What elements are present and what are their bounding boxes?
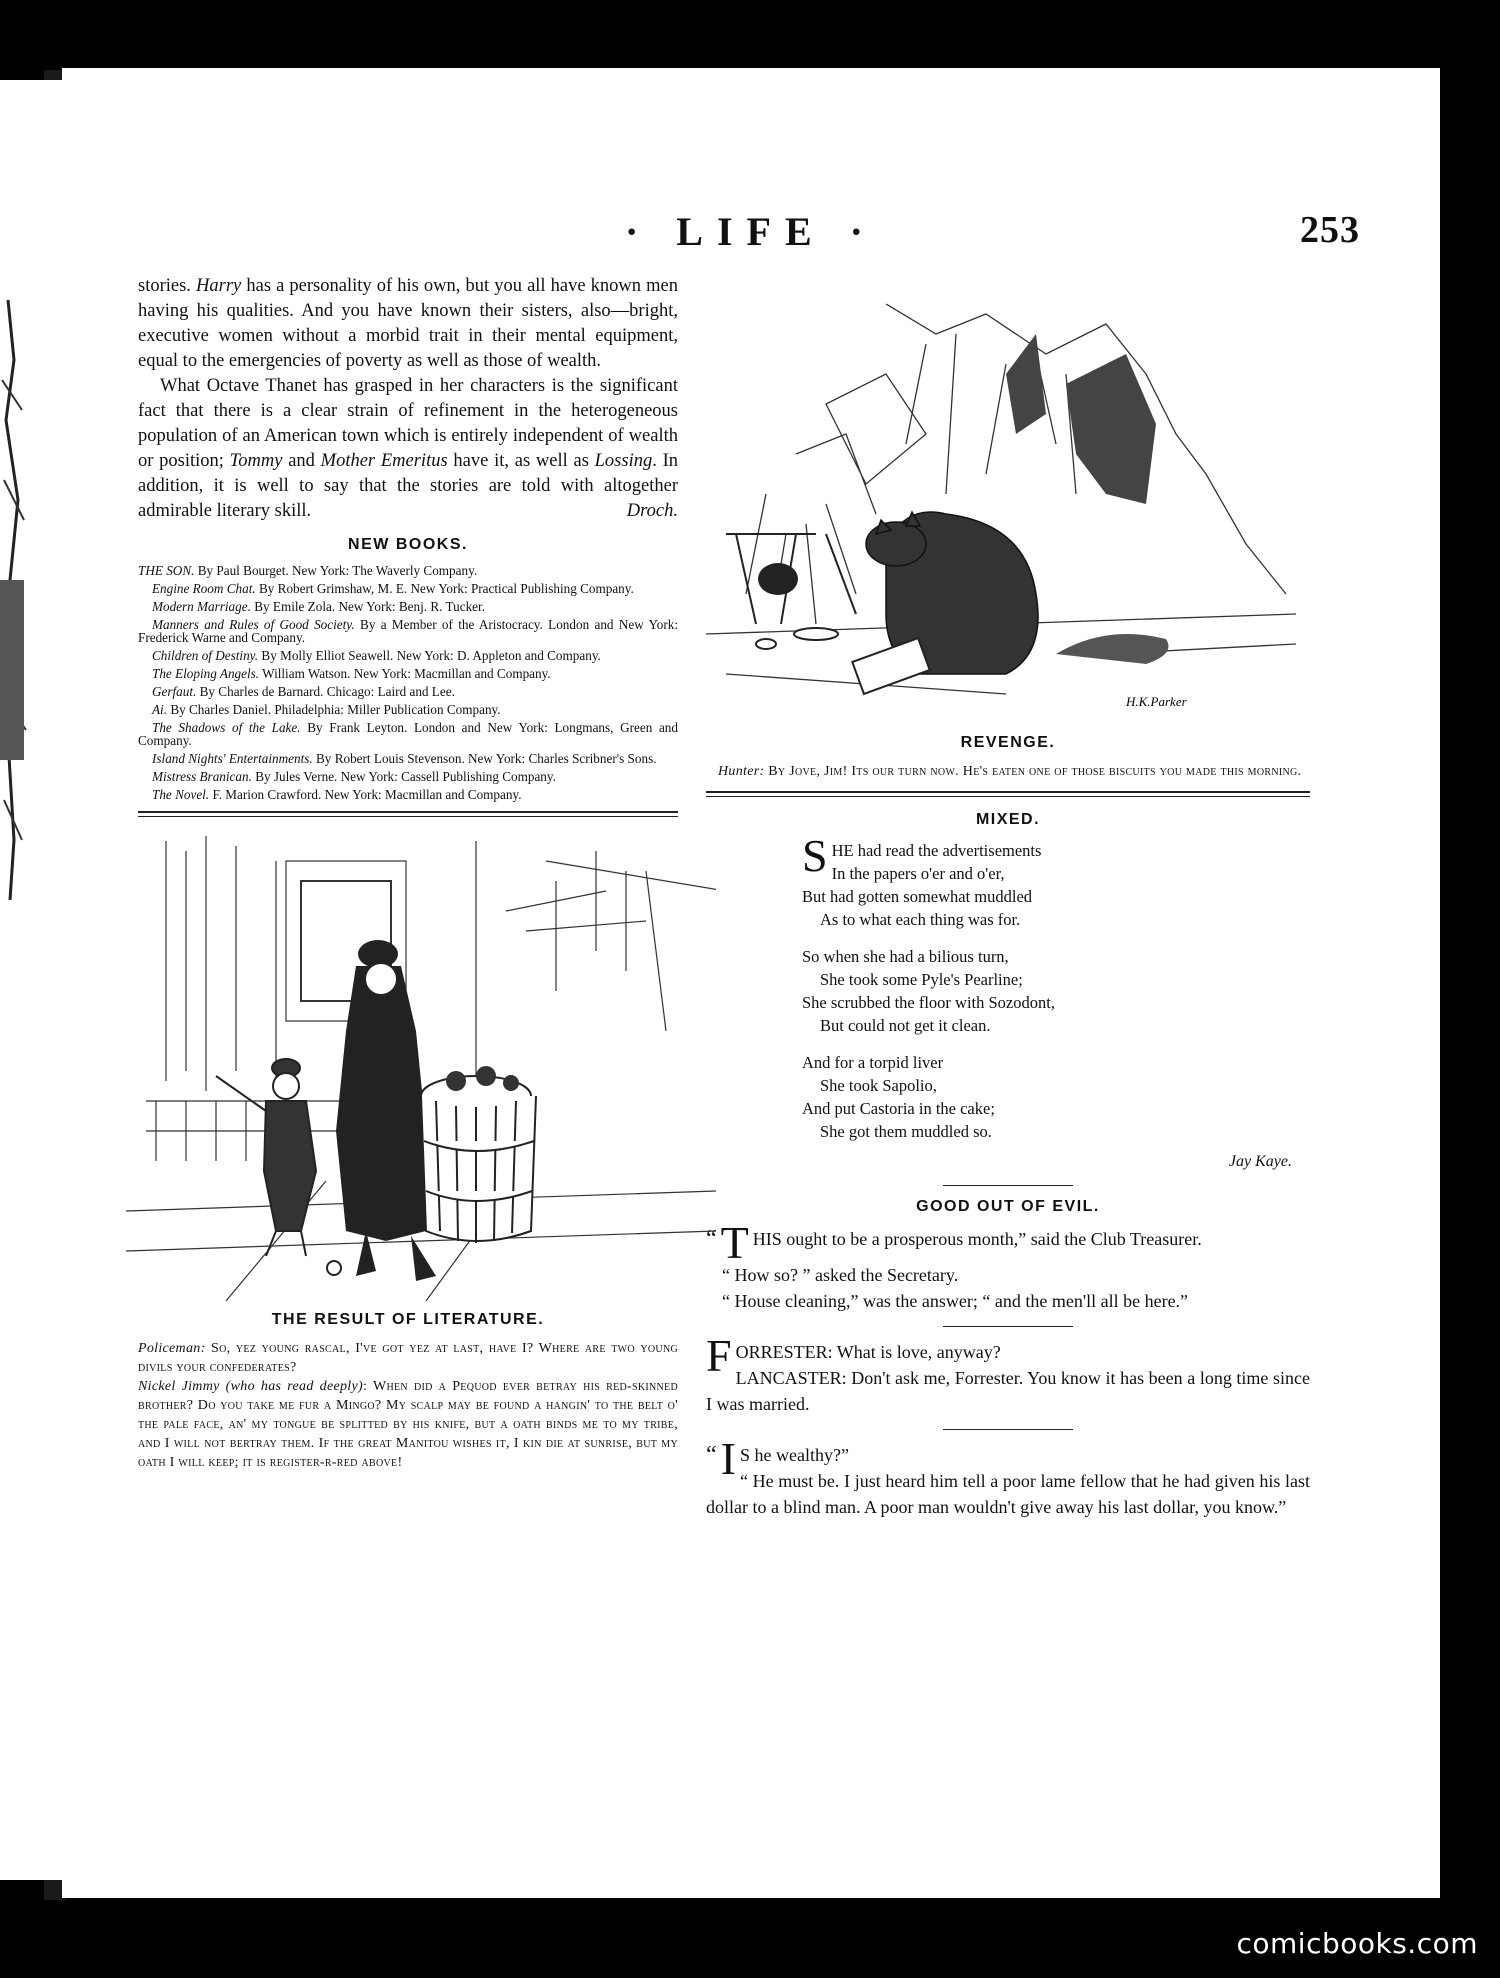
review-emphasis: Tommy: [229, 451, 283, 471]
poem-line: So when she had a bilious turn,: [802, 947, 1009, 966]
book-details: By Paul Bourget. New York: The Waverly Company.: [194, 563, 478, 578]
book-entry: [138, 770, 678, 783]
book-details: By Robert Louis Stevenson. New York: Charles Scribner's Sons.: [312, 751, 657, 766]
book-details: By Jules Verne. New York: Cassell Publishing Company.: [251, 769, 556, 784]
book-details: By Robert Grimshaw, M. E. New York: Practical Publishing Company.: [255, 581, 634, 596]
caption-speaker: Policeman:: [138, 1341, 206, 1356]
drop-cap: S: [802, 830, 828, 881]
revenge-caption: [718, 762, 1310, 781]
page-number: 253: [1300, 209, 1360, 251]
poem-author: Jay Kaye.: [1228, 1153, 1292, 1170]
prose-paragraph: [706, 1217, 1310, 1268]
poem-stanza: [802, 945, 1310, 1037]
drop-cap: T: [720, 1217, 749, 1268]
literature-heading: THE RESULT OF LITERATURE.: [271, 1311, 545, 1328]
book-title: The Novel.: [152, 787, 210, 802]
prose-text: “ He must be. I just heard him tell a poor lame fellow that he had given his last dollar to a blind man. A poor man wouldn't give away his last dollar, you know.”: [706, 1471, 1310, 1517]
mixed-poem: [802, 830, 1310, 1143]
drop-cap: I: [720, 1433, 736, 1484]
review-paragraph-1: [138, 274, 678, 374]
book-entry: [138, 685, 678, 698]
book-entry: [138, 618, 678, 644]
prose-text: S he wealthy?”: [739, 1445, 849, 1465]
review-text: have it, as well as: [447, 451, 595, 471]
review-text: has a personality of his own, but you all have known men having his qualities. And you have known their sisters, also—bright, executive women without a morbid trait in their mental equipment, equal to the emergencies of poverty as well as those of wealth.: [138, 276, 678, 371]
poem-line: She took some Pyle's Pearline;: [820, 970, 1023, 989]
dialogue-text: Don't ask me, Forrester. You know it has been a long time since I was married.: [706, 1368, 1310, 1414]
prose-paragraph: [706, 1330, 1310, 1417]
site-watermark: comicbooks.com: [1236, 1927, 1478, 1960]
book-entry: [138, 649, 678, 662]
facing-page-illustration-fragment: [0, 280, 40, 920]
forrester-text: [706, 1330, 1310, 1417]
book-entry: [138, 667, 678, 680]
caption-stage-direction: (who has read deeply): [219, 1379, 363, 1394]
review-emphasis: Lossing: [594, 451, 653, 471]
book-title: The Eloping Angels.: [152, 666, 260, 681]
poem-line: In the papers o'er and o'er,: [831, 864, 1005, 883]
section-divider: [138, 811, 678, 817]
drop-cap: F: [706, 1330, 732, 1381]
mixed-heading: MIXED.: [975, 811, 1041, 828]
review-emphasis: Harry: [196, 276, 242, 296]
book-details: By Frank Leyton. London and New York: Longmans, Green and Company.: [138, 720, 678, 748]
facing-page-edge: [0, 80, 62, 1880]
section-divider: [706, 791, 1310, 797]
prose-paragraph: “ House cleaning,” was the answer; “ and the men'll all be here.”: [722, 1291, 1189, 1311]
policeman-cartoon-illustration: [126, 831, 716, 1301]
book-entry: [138, 752, 678, 765]
bear-cartoon-illustration: [706, 294, 1296, 724]
book-title: The Shadows of the Lake.: [152, 720, 301, 735]
book-entry: [138, 703, 678, 716]
book-title: Manners and Rules of Good Society.: [152, 617, 355, 632]
book-entry: [138, 721, 678, 747]
poem-line: But could not get it clean.: [820, 1016, 991, 1035]
revenge-heading: REVENGE.: [960, 734, 1056, 751]
review-emphasis: Mother Emeritus: [320, 451, 448, 471]
book-details: By Molly Elliot Seawell. New York: D. Appleton and Company.: [258, 648, 601, 663]
book-title: Modern Marriage.: [152, 599, 251, 614]
literature-caption: [138, 1339, 678, 1472]
book-title: Children of Destiny.: [152, 648, 259, 663]
book-details: F. Marion Crawford. New York: Macmillan and Company.: [209, 787, 522, 802]
book-title: Gerfaut.: [152, 684, 197, 699]
book-entry: [138, 582, 678, 595]
book-title: THE SON.: [138, 563, 195, 578]
caption-text: So, yez young rascal, I've got yez at last, have I? Where are two young divils your confederates?: [138, 1341, 678, 1375]
poem-line: As to what each thing was for.: [820, 910, 1021, 929]
poem-line: And for a torpid liver: [802, 1053, 944, 1072]
magazine-page: [62, 68, 1440, 1898]
book-title: Island Nights' Entertainments.: [152, 751, 313, 766]
book-details: William Watson. New York: Macmillan and Company.: [259, 666, 551, 681]
poem-line: And put Castoria in the cake;: [802, 1099, 995, 1118]
book-title: Ai.: [152, 702, 168, 717]
poem-stanza: [802, 830, 1310, 931]
review-paragraph-2: [138, 374, 678, 524]
short-divider: [943, 1429, 1073, 1430]
masthead: · LIFE ·: [624, 209, 878, 254]
review-text: stories.: [138, 276, 197, 296]
book-entry: [138, 600, 678, 613]
poem-line: She took Sapolio,: [820, 1076, 937, 1095]
poem-line: She scrubbed the floor with Sozodont,: [802, 993, 1055, 1012]
review-signature: Droch.: [626, 501, 678, 521]
poem-stanza: [802, 1051, 1310, 1143]
prose-paragraph: [706, 1433, 1310, 1520]
poem-line: But had gotten somewhat muddled: [802, 887, 1033, 906]
caption-text: By Jove, Jim! Its our turn now. He's eaten one of those biscuits you made this morning.: [764, 764, 1302, 779]
book-entry: [138, 564, 678, 577]
review-text: . In addition, it is well to say that the stories are told with altogether admirable literary skill.: [138, 451, 678, 521]
book-details: By Charles de Barnard. Chicago: Laird and Lee.: [196, 684, 455, 699]
good-out-of-evil-text: [706, 1217, 1310, 1314]
good-out-of-evil-heading: GOOD OUT OF EVIL.: [916, 1198, 1100, 1215]
book-details: By Emile Zola. New York: Benj. R. Tucker.: [250, 599, 485, 614]
review-text: and: [282, 451, 321, 471]
opening-quote: “: [706, 1226, 717, 1252]
book-details: By Charles Daniel. Philadelphia: Miller Publication Company.: [167, 702, 501, 717]
poem-line: HE had read the advertisements: [831, 841, 1042, 860]
new-books-heading: NEW BOOKS.: [348, 536, 468, 553]
dialogue-text: What is love, anyway?: [832, 1342, 1001, 1362]
opening-quote: “: [706, 1442, 717, 1468]
book-title: Mistress Branican.: [152, 769, 252, 784]
caption-text: : When did a Pequod ever betray his red-skinned brother? Do you take me fur a Mingo? My scalp may be found a hangin' to the belt o' the pale face, an' my tongue be splitted by his knife, but a oath binds me to my tribe, and I will not bertray them. If the great Manitou wishes it, I kin die at sunrise, but my oath I will keep; it is register-r-red above!: [138, 1379, 678, 1470]
wealthy-text: [706, 1433, 1310, 1520]
artist-signature: H.K.Parker: [1126, 694, 1187, 709]
dialogue-speaker: LANCASTER:: [735, 1368, 847, 1388]
prose-text: HIS ought to be a prosperous month,” said the Club Treasurer.: [752, 1229, 1202, 1249]
short-divider: [943, 1326, 1073, 1327]
short-divider: [943, 1185, 1073, 1186]
book-entry: [138, 788, 678, 801]
prose-paragraph: “ How so? ” asked the Secretary.: [722, 1265, 959, 1285]
dialogue-speaker: ORRESTER:: [735, 1342, 833, 1362]
review-text: What Octave Thanet has grasped in her characters is the significant fact that there is a clear strain of refinement in the heterogeneous population of an American town which is entirely independent of wealth or position;: [138, 376, 678, 471]
new-books-list: [138, 564, 678, 801]
caption-speaker: Nickel Jimmy: [138, 1379, 220, 1394]
left-column: [138, 274, 742, 1472]
book-title: Engine Room Chat.: [152, 581, 256, 596]
right-column: [706, 274, 1310, 1520]
caption-speaker: Hunter:: [718, 764, 765, 779]
poem-line: She got them muddled so.: [820, 1122, 992, 1141]
book-details: By a Member of the Aristocracy. London and New York: Frederick Warne and Company.: [138, 617, 678, 645]
